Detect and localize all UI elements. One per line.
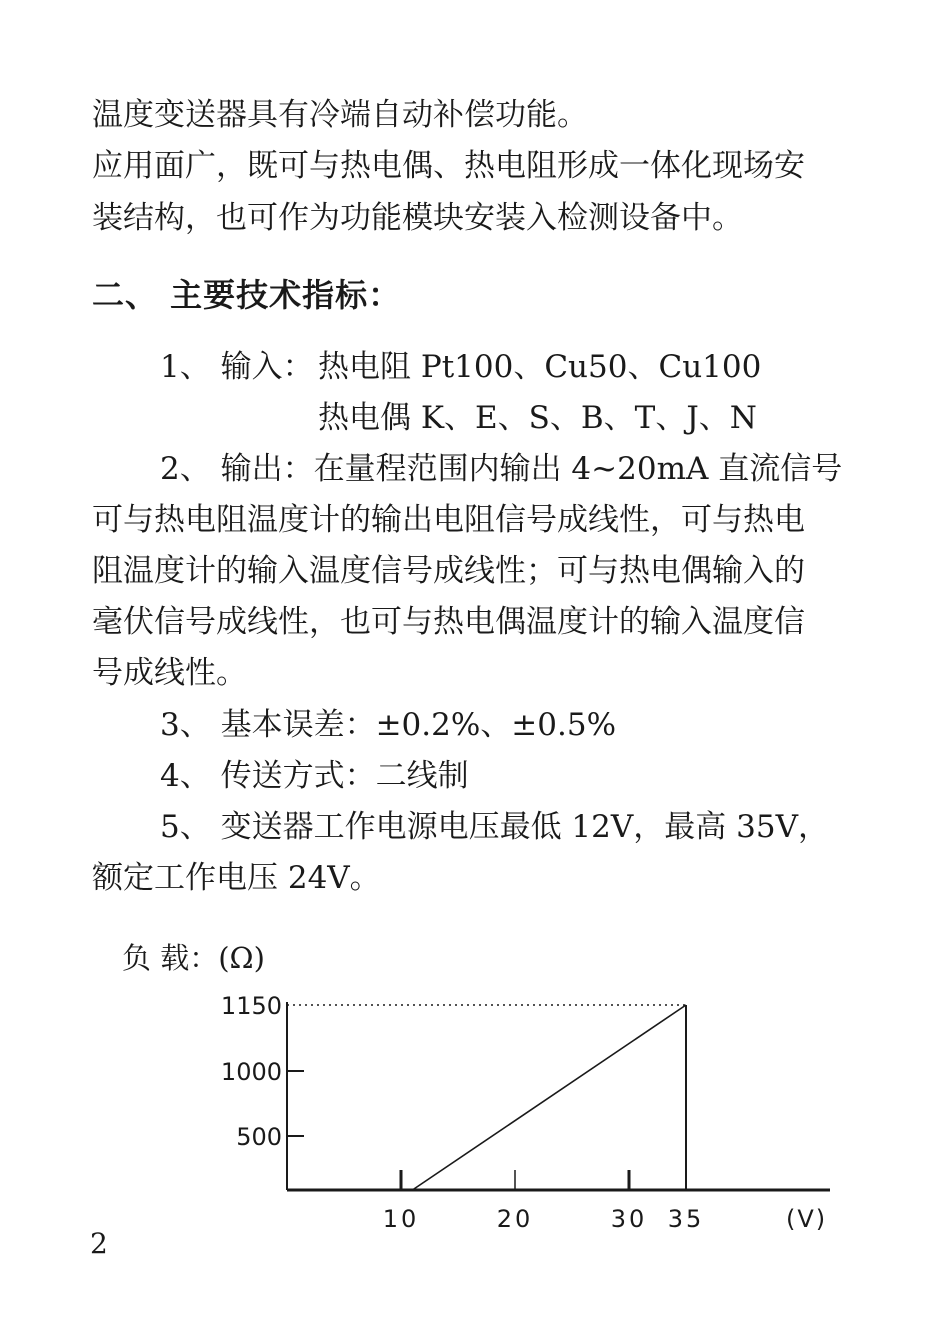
item-5-line-2: 额定工作电压 24V。 (92, 860, 381, 896)
item-3: 3、 基本误差：±0.2%、±0.5% (160, 707, 617, 743)
x-axis-label: (V) (786, 1205, 828, 1233)
item-2-line-5: 号成线性。 (92, 655, 247, 691)
item-1-line-1: 热电阻 Pt100、Cu50、Cu100 (318, 349, 762, 385)
chart-y-axis-label: 负 载：(Ω) (122, 941, 265, 975)
item-1-label: 1、 输入： (160, 349, 314, 385)
item-4: 4、 传送方式：二线制 (160, 758, 469, 794)
x-tick-label-10: 10 (382, 1205, 420, 1233)
item-2-line-1: 2、 输出：在量程范围内输出 4~20mA 直流信号 (160, 451, 843, 487)
paragraph-line-3: 装结构，也可作为功能模块安装入检测设备中。 (92, 200, 743, 236)
x-tick-label-35: 35 (667, 1205, 705, 1233)
y-tick-label-500: 500 (236, 1123, 282, 1151)
y-tick-label-1150: 1150 (220, 992, 282, 1020)
item-2-line-3: 阻温度计的输入温度信号成线性；可与热电偶输入的 (92, 553, 805, 589)
item-1-line-2: 热电偶 K、E、S、B、T、J、N (318, 400, 757, 436)
page-number: 2 (90, 1227, 108, 1260)
series-line-0 (412, 1005, 686, 1190)
paragraph-line-1: 温度变送器具有冷端自动补偿功能。 (92, 97, 588, 133)
paragraph-line-2: 应用面广，既可与热电偶、热电阻形成一体化现场安 (92, 148, 805, 184)
item-2-line-2: 可与热电阻温度计的输出电阻信号成线性，可与热电 (92, 502, 805, 538)
section-heading: 二、 主要技术指标： (92, 276, 402, 314)
item-2-line-4: 毫伏信号成线性，也可与热电偶温度计的输入温度信 (92, 604, 805, 640)
x-tick-label-20: 20 (496, 1205, 534, 1233)
x-tick-label-30: 30 (610, 1205, 648, 1233)
item-5-line-1: 5、 变送器工作电源电压最低 12V，最高 35V， (160, 809, 829, 845)
chart-layer (221, 992, 830, 1233)
y-tick-label-1000: 1000 (220, 1058, 282, 1086)
